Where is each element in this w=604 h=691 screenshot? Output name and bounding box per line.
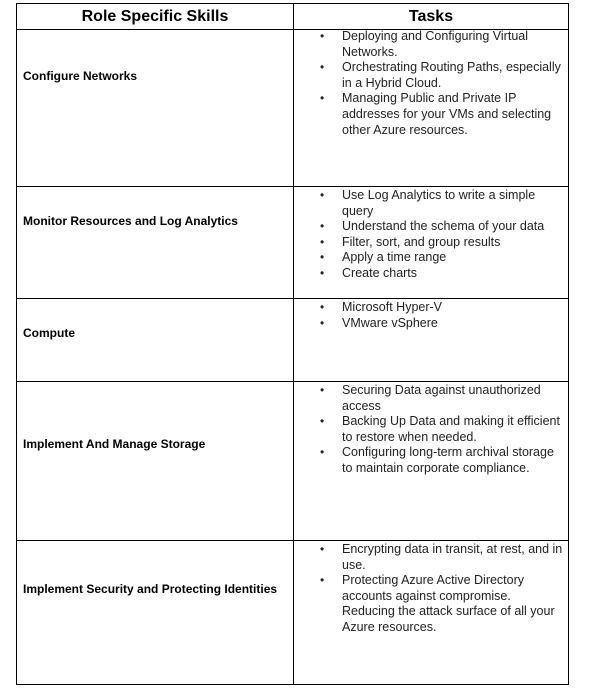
skill-monitor-resources: Monitor Resources and Log Analytics [23, 214, 238, 228]
skill-compute: Compute [23, 326, 75, 340]
skills-table [16, 3, 569, 685]
task-item: • Create charts [299, 266, 567, 282]
task-item: • VMware vSphere [299, 316, 567, 332]
task-list [299, 300, 567, 331]
task-item: • Backing Up Data and making it efficient to restore when needed. [299, 414, 567, 445]
task-item: • Microsoft Hyper-V [299, 300, 567, 316]
task-item: • Securing Data against unauthorized access [299, 383, 567, 414]
task-item: • Use Log Analytics to write a simple query [299, 188, 567, 219]
row-divider [17, 540, 568, 541]
skill-manage-storage: Implement And Manage Storage [23, 437, 206, 451]
task-item: • Understand the schema of your data [299, 219, 567, 235]
header-tasks: Tasks [408, 7, 454, 25]
column-divider [293, 4, 294, 684]
row-divider [17, 381, 568, 382]
task-item: • Apply a time range [299, 250, 567, 266]
header-skills: Role Specific Skills [81, 7, 229, 25]
skill-configure-networks: Configure Networks [23, 69, 138, 83]
task-item: • Managing Public and Private IP addresses for your VMs and selecting other Azure resources. [299, 91, 567, 138]
row-divider [17, 186, 568, 187]
task-item: • Filter, sort, and group results [299, 235, 567, 251]
task-item: • Encrypting data in transit, at rest, and in use. [299, 542, 567, 573]
task-list [299, 383, 567, 477]
task-list [299, 542, 567, 636]
task-item: • Orchestrating Routing Paths, especially in a Hybrid Cloud. [299, 60, 567, 91]
row-divider [17, 298, 568, 299]
task-item: • Deploying and Configuring Virtual Networks. [299, 29, 567, 60]
task-list [299, 29, 567, 138]
task-item: • Configuring long-term archival storage to maintain corporate compliance. [299, 445, 567, 476]
skill-security-identities: Implement Security and Protecting Identities [23, 582, 278, 596]
task-list [299, 188, 567, 282]
task-item: • Protecting Azure Active Directory accounts against compromise. Reducing the attack surface of all your Azure resources. [299, 573, 567, 635]
